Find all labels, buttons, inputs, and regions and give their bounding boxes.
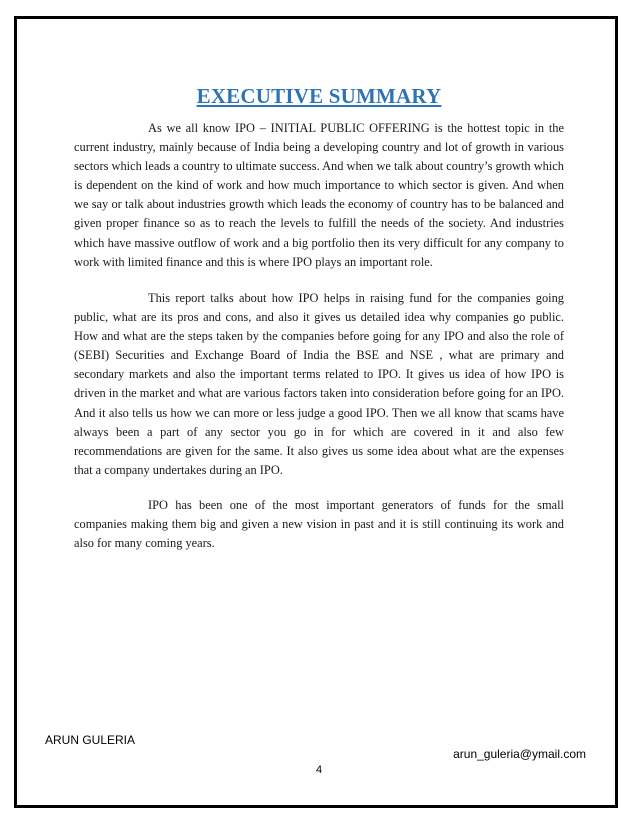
footer-author: ARUN GULERIA <box>45 733 136 747</box>
footer-email: arun_guleria@ymail.com <box>453 747 586 761</box>
paragraph-report-overview: This report talks about how IPO helps in raising fund for the companies going public, what are its pros and cons, and also it gives us detailed idea why companies go public. How and what are the steps taken by the companies before going for any IPO and also the role of (SEBI) Securities and Exchange Board of India the BSE and NSE , what are primary and secondary markets and also the important terms related to IPO. It gives us idea of how IPO is driven in the market and what are various factors taken into consideration before going for an IPO. And it also tells us how we can more or less judge a good IPO. Then we all know that scams have always been a part of any sector you go in for which are covered in it and also few recommendations are given for the same. It also gives us some idea about what are the expenses that a company undertakes during an IPO. <box>74 291 564 477</box>
page-title: EXECUTIVE SUMMARY <box>196 84 442 108</box>
paragraph-conclusion: IPO has been one of the most important generators of funds for the small companies making them big and given a new vision in past and it is still continuing its work and also for many coming years. <box>74 498 564 551</box>
page-number: 4 <box>315 764 323 776</box>
paragraph-intro: As we all know IPO – INITIAL PUBLIC OFFERING is the hottest topic in the current industry, mainly because of India being a developing country and lot of growth in various sectors which leads a country to ultimate success. And when we talk about country’s growth which is dependent on the kind of work and how much importance to which sector is given. And when we say or talk about industries growth which leads the economy of country has to be balanced and given proper finance so as to reach the levels to fulfill the needs of the society. And industries which have massive outflow of work and a big portfolio then its very difficult for any company to work with limited finance and this is where IPO plays an important role. <box>74 121 565 269</box>
